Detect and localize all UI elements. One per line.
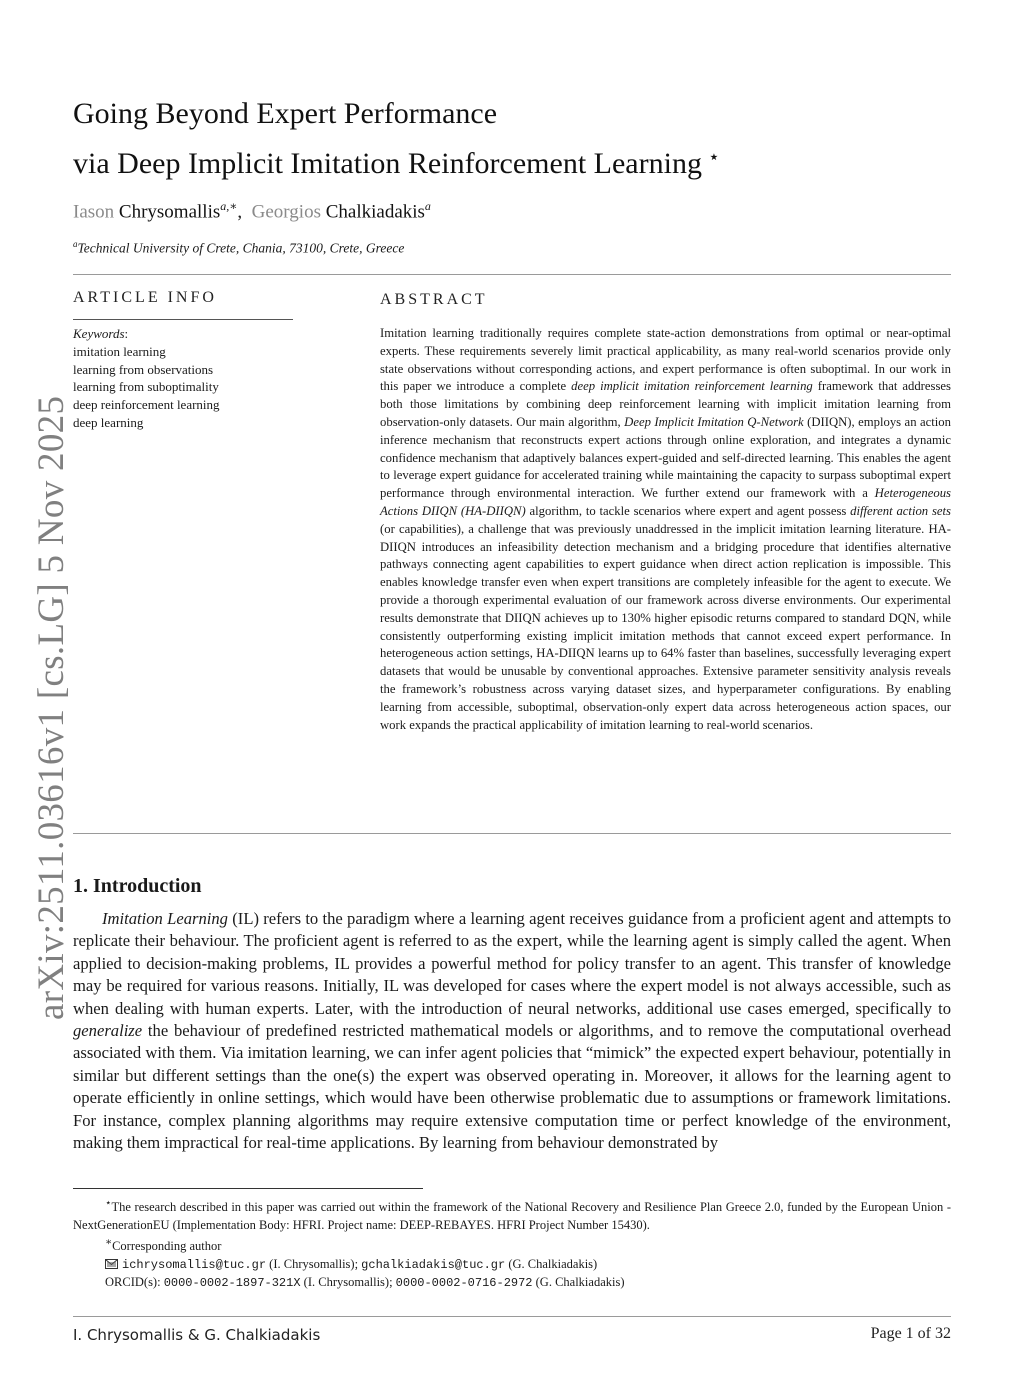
email-note-2: (G. Chalkiadakis) <box>505 1256 598 1271</box>
orcid-link-2[interactable]: 0000-0002-0716-2972 <box>395 1276 533 1291</box>
corresponding-author-note <box>73 1234 951 1256</box>
keywords-label: Keywords <box>73 326 125 341</box>
abstract-emphasis: deep implicit imitation reinforcement learning <box>571 379 813 394</box>
abstract-seg: (DIIQN), employs an action inference mechanism that reconstructs expert actions through online exploration, and integrates a dynamic confidence mechanism that adaptively balances expert-guided and self-directed learning. This enables the agent to leverage expert guidance for accelerated training while maintaining the capacity to surpass suboptimal expert performance through environmental interaction. We further extend our framework with a <box>380 414 951 501</box>
abstract-emphasis: Deep Implicit Imitation Q-Network <box>624 414 804 429</box>
keyword-item: learning from observations <box>73 361 214 377</box>
email-link-2[interactable]: gchalkiadakis@tuc.gr <box>361 1257 506 1272</box>
abstract-heading: ABSTRACT <box>380 291 488 308</box>
paper-title <box>73 92 720 186</box>
email-line <box>73 1256 951 1275</box>
title-line-2-text: via Deep Implicit Imitation Reinforcement Learning <box>73 147 702 180</box>
author-1-family: Chrysomallis <box>118 201 221 223</box>
arxiv-stamp: arXiv:2511.03616v1 [cs.LG] 5 Nov 2025 <box>31 395 72 1020</box>
keyword-item: deep reinforcement learning <box>73 397 220 413</box>
email-link-1[interactable]: ichrysomallis@tuc.gr <box>122 1257 267 1272</box>
title-footnote-star[interactable]: ⋆ <box>707 147 720 168</box>
footnotes <box>73 1195 951 1293</box>
abstract-seg: (or capabilities), a challenge that was previously unaddressed in the implicit imitation learning literature. HA-DIIQN introduces an infeasibility detection mechanism and a bridging procedure that identifies alternative pathways connecting agent capabilities to expert guidance when direct action replication is impossible. This enables knowledge transfer even when expert transitions are completely infeasible for the agent to execute. We provide a thorough experimental evaluation of our framework across diverse environments. Our experimental results demonstrate that DIIQN achieves up to 130% higher episodic returns compared to standard DQN, while consistently outperforming existing implicit imitation methods that cannot exceed expert performance. In heterogeneous action settings, HA-DIIQN learns up to 64% faster than baselines, successfully leveraging expert datasets that would be unusable by conventional approaches. Extensive parameter sensitivity analysis reveals the framework’s robustness across varying dataset sizes, and hyperparameter configurations. By enabling learning from accessible, suboptimal, observation-only expert data across heterogeneous action spaces, our work expands the practical applicability of imitation learning to real-world scenarios. <box>380 521 951 732</box>
keyword-item: learning from suboptimality <box>73 379 219 395</box>
corresponding-text: Corresponding author <box>112 1239 222 1254</box>
email-note-1: (I. Chrysomallis); <box>266 1256 362 1271</box>
intro-seg: (IL) refers to the paradigm where a learning agent receives guidance from a proficient agent and attempts to replicate their behaviour. The proficient agent is referred to as the expert, while the learning agent is simply called the agent. When applied to decision-making problems, IL provides a powerful method for policy transfer to an agent. This transfer of knowledge may be required for various reasons. Initially, IL was developed for cases where the expert model is not always accessible, such as when dealing with human experts. Later, with the introduction of neural networks, additional use cases emerged, specifically to <box>73 909 952 1018</box>
footnote-rule <box>73 1188 423 1189</box>
corresponding-mark: ∗ <box>105 1237 113 1249</box>
abstract-rule <box>73 833 951 834</box>
page-number: Page 1 of 32 <box>870 1325 951 1342</box>
header-rule <box>73 274 951 275</box>
mail-icon <box>105 1258 118 1269</box>
funding-footnote-text: The research described in this paper was carried out within the framework of the National Recovery and Resilience Plan Greece 2.0, funded by the European Union - NextGenerationEU (Implementation Body: HFRI. Project name: DEEP-REBAYES. HFRI Project Number 15430). <box>73 1200 951 1232</box>
keywords-colon: : <box>124 326 129 341</box>
abstract-emphasis: Heterogeneous Actions DIIQN (HA-DIIQN) <box>380 486 951 518</box>
orcid-line <box>73 1274 951 1293</box>
funding-footnote <box>73 1195 951 1234</box>
orcid-note-2: (G. Chalkiadakis) <box>532 1275 625 1290</box>
abstract-seg: algorithm, to tackle scenarios where expert and agent possess <box>525 503 851 518</box>
keywords-block <box>73 325 293 432</box>
abstract-seg: Imitation learning traditionally requires complete state-action demonstrations from optimal or near-optimal experts. These requirements severely limit practical applicability, as many real-world scenarios provide only state observations without corresponding actions, and expert performance is often suboptimal. In our work in this paper we introduce a complete <box>380 326 951 394</box>
section-heading-introduction: 1. Introduction <box>73 875 202 897</box>
abstract-text <box>380 325 951 734</box>
keyword-item: deep learning <box>73 414 144 430</box>
author-separator: , <box>237 201 243 223</box>
title-line-2 <box>73 136 720 186</box>
orcid-note-1: (I. Chrysomallis); <box>300 1275 396 1290</box>
orcid-suffix: (s): <box>143 1275 164 1290</box>
title-line-1: Going Beyond Expert Performance <box>73 97 498 130</box>
intro-seg: the behaviour of predefined restricted mathematical models or algorithms, and to remove the computational overhead associated with them. Via imitation learning, we can infer agent policies that “mimick” the expected expert behaviour, potentially in similar but different settings than the one(s) the expert was observed operating in. Moreover, it allows for the learning agent to operate efficiently in online settings, which would have been otherwise problematic due to assumptions or framework limitations. For instance, complex planning algorithms may require extensive computation time or perfect knowledge of the environment, making them impractical for real-time applications. By learning from behaviour demonstrated by <box>73 1021 951 1153</box>
intro-emphasis: generalize <box>73 1021 143 1041</box>
footer-authors: I. Chrysomallis & G. Chalkiadakis <box>73 1326 321 1344</box>
author-2-family: Chalkiadakis <box>325 201 425 223</box>
abstract-emphasis: different action sets <box>850 503 951 518</box>
intro-emphasis: Imitation Learning <box>102 909 228 928</box>
footer-rule <box>73 1316 951 1317</box>
orcid-label: ORCID <box>105 1275 144 1290</box>
affiliation-text: Technical University of Crete, Chania, 73100, Crete, Greece <box>77 240 405 256</box>
article-info-rule <box>73 319 293 320</box>
author-1-given: Iason <box>73 201 115 223</box>
article-info-heading: ARTICLE INFO <box>73 289 217 306</box>
author-list <box>73 193 431 225</box>
author-2-marks: a <box>424 199 431 213</box>
affiliation <box>73 239 404 257</box>
keyword-item: imitation learning <box>73 343 166 359</box>
funding-footnote-mark: ⋆ <box>105 1198 112 1209</box>
affiliation-mark: a <box>73 239 78 249</box>
abstract-seg: framework that addresses both those limitations by combining deep reinforcement learning with implicit imitation learning from observation-only datasets. Our main algorithm, <box>380 379 951 429</box>
keywords-title <box>73 325 293 343</box>
orcid-link-1[interactable]: 0000-0002-1897-321X <box>163 1276 301 1291</box>
introduction-paragraph <box>73 908 951 1154</box>
author-1-marks: a,∗ <box>220 199 238 213</box>
author-2-given: Georgios <box>251 201 321 223</box>
